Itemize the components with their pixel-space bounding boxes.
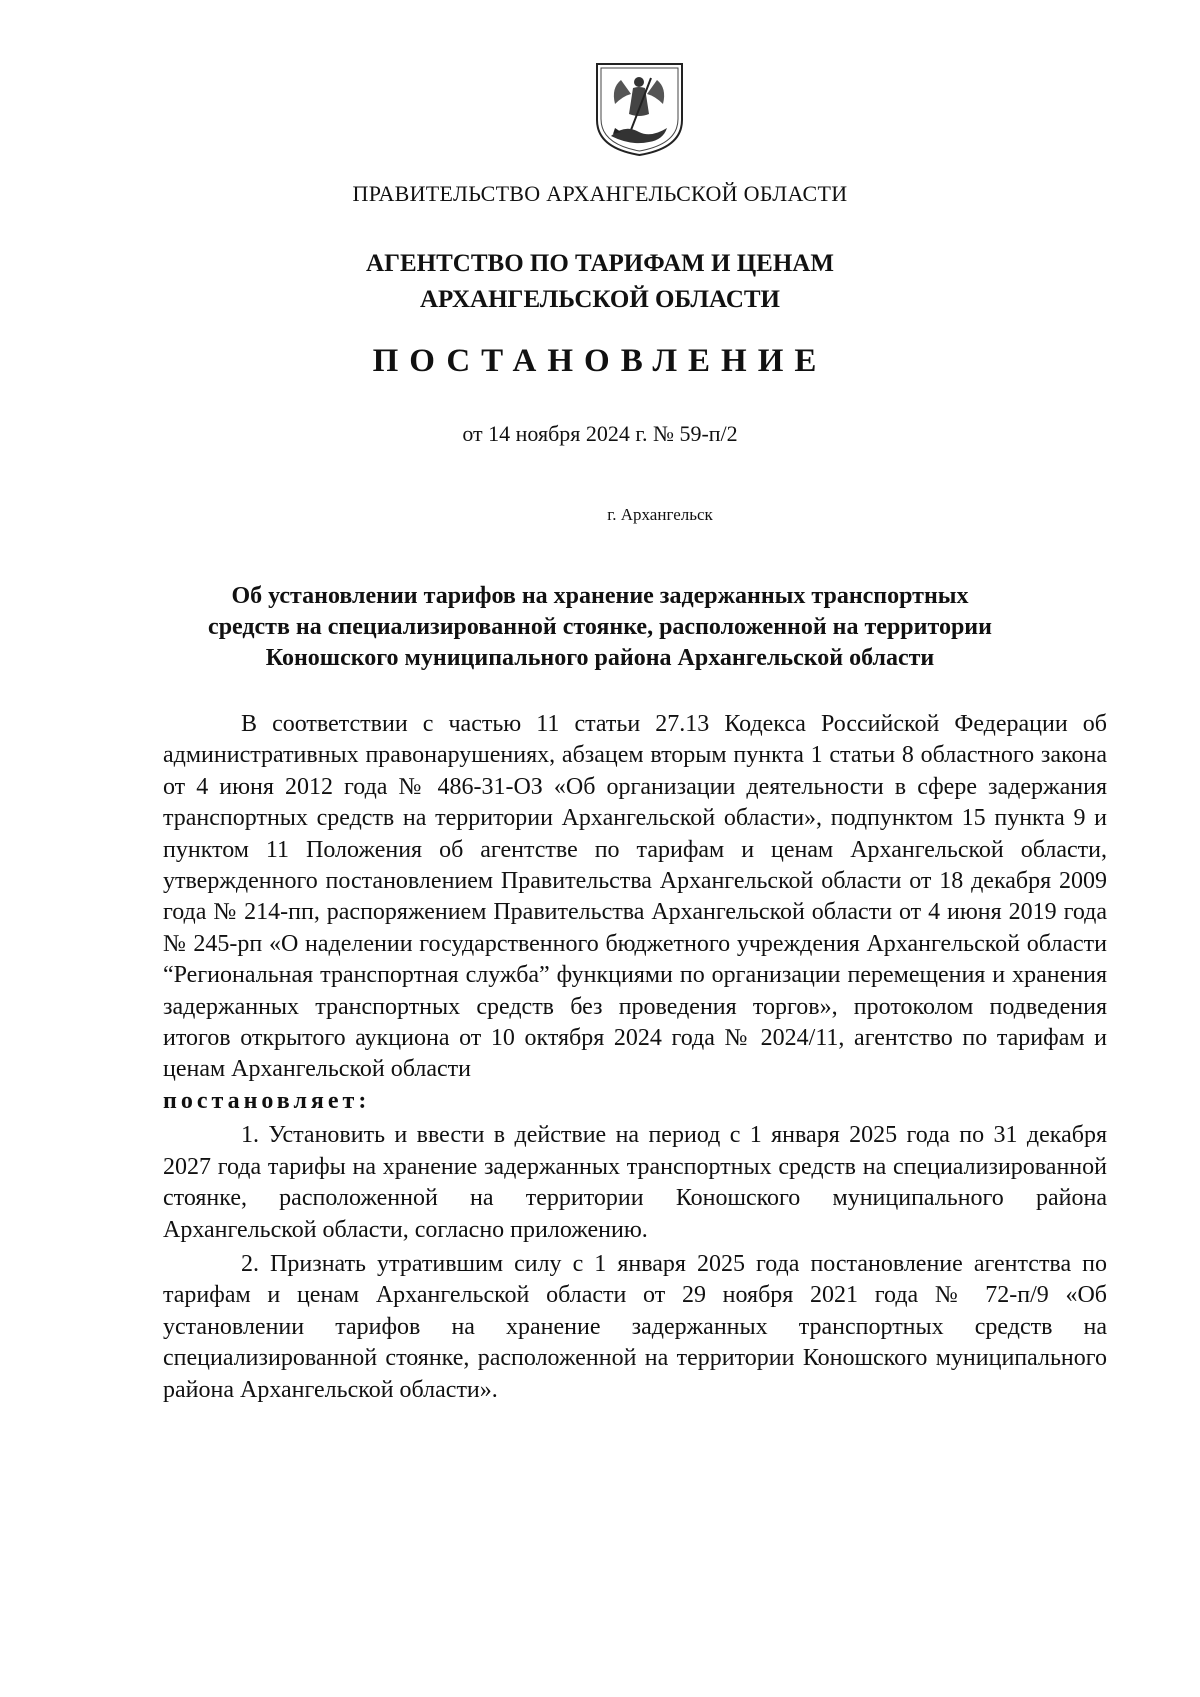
subject-line2: средств на специализированной стоянке, расположенной на территории xyxy=(208,614,992,640)
item-2-paragraph: 2. Признать утратившим силу с 1 января 2025 года постановление агентства по тарифам и ценам Архангельской области от 29 ноября 2021 года № 72-п/9 «Об установлении тарифов на хранение задержанных транспортных средств на специализированной стоянке, расположенной на территории Коношского муниципального района Архангельской области». xyxy=(163,1250,1107,1403)
city-name: г. Архангельск xyxy=(607,505,713,524)
coat-of-arms-emblem-icon xyxy=(591,58,688,158)
date-and-number: от 14 ноября 2024 г. № 59-п/2 xyxy=(462,421,738,446)
agency-name-line1: АГЕНТСТВО ПО ТАРИФАМ И ЦЕНАМ xyxy=(366,250,834,277)
item-1-paragraph: 1. Установить и ввести в действие на период с 1 января 2025 года по 31 декабря 2027 года тарифы на хранение задержанных транспортных средств на специализированной стоянке, расположенной на территории Коношского муниципального района Архангельской области, согласно приложению. xyxy=(163,1122,1107,1243)
document-subject xyxy=(0,581,1200,674)
document-type-title: ПОСТАНОВЛЕНИЕ xyxy=(372,343,828,379)
agency-name xyxy=(0,246,1200,318)
document-body xyxy=(163,709,1107,1406)
government-name: ПРАВИТЕЛЬСТВО АРХАНГЕЛЬСКОЙ ОБЛАСТИ xyxy=(352,181,848,206)
preamble-paragraph: В соответствии с частью 11 статьи 27.13 Кодекса Российской Федерации об административных правонарушениях, абзацем вторым пункта 1 статьи 8 областного закона от 4 июня 2012 года № 486-31-ОЗ «Об организации деятельности в сфере задержания транспортных средств на территории Архангельской области», подпунктом 15 пункта 9 и пунктом 11 Положения об агентстве по тарифам и ценам Архангельской области, утвержденного постановлением Правительства Архангельской области от 18 декабря 2009 года № 214-пп, распоряжением Правительства Архангельской области от 4 июня 2019 года № 245-рп «О наделении государственного бюджетного учреждения Архангельской области “Региональная транспортная служба” функциями по организации перемещения и хранения задержанных транспортных средств без проведения торгов», протоколом подведения итогов открытого аукциона от 10 октября 2024 года № 2024/11, агентство по тарифам и ценам Архангельской области xyxy=(163,711,1107,1083)
subject-line3: Коношского муниципального района Архангельской области xyxy=(265,645,935,671)
subject-line1: Об установлении тарифов на хранение задержанных транспортных xyxy=(231,583,969,609)
agency-name-line2: АРХАНГЕЛЬСКОЙ ОБЛАСТИ xyxy=(420,286,780,313)
resolves-keyword: постановляет: xyxy=(163,1087,371,1114)
